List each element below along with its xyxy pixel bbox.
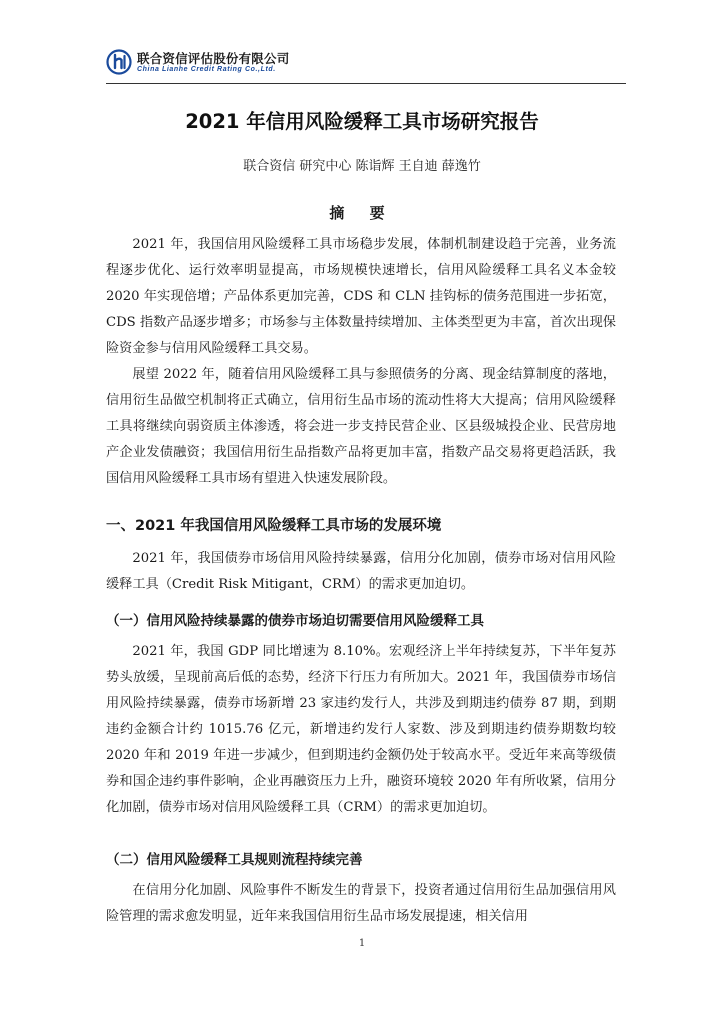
subsection-1-body: 2021 年，我国 GDP 同比增速为 8.10%。宏观经济上半年持续复苏，下半年复苏势头放缓，呈现前高后低的态势，经济下行压力有所加大。2021 年，我国债券市场信用风险持续暴露，债券市场新增 23 家违约发行人，共涉及到期违约债券 87 期，到期违约金额合计约 1015.76 亿元，新增违约发行人家数、涉及到期违约债券期数均较 2020 年和 2019 年进一步减少，但到期违约金额仍处于较高水平。受近年来高等级债券和国企违约事件影响，企业再融资压力上升，融资环境较 2020 年有所收紧，信用分化加剧，债券市场对信用风险缓释工具（CRM）的需求更加迫切。 [106, 644, 616, 815]
company-name-en: China Lianhe Credit Rating Co.,Ltd. [137, 66, 276, 73]
section-1-intro: 2021 年，我国债券市场信用风险持续暴露，信用分化加剧，债券市场对信用风险缓释工具（Credit Risk Mitigant，CRM）的需求更加迫切。 [106, 551, 616, 592]
subsection-heading-1: （一）信用风险持续暴露的债券市场迫切需要信用风险缓释工具 [106, 613, 484, 629]
author-line: 联合资信 研究中心 陈诣辉 王自迪 薛逸竹 [243, 159, 481, 174]
abstract-paragraph-1: 2021 年，我国信用风险缓释工具市场稳步发展，体制机制建设趋于完善，业务流程逐步优化、运行效率明显提高，市场规模快速增长，信用风险缓释工具名义本金较 2020 年实现倍增；产品体系更加完善，CDS 和 CLN 挂钩标的债务范围进一步拓宽，CDS 指数产品逐步增多；市场参与主体数量持续增加、主体类型更为丰富，首次出现保险资金参与信用风险缓释工具交易。 [106, 237, 616, 356]
abstract-paragraph-2: 展望 2022 年，随着信用风险缓释工具与参照债务的分离、现金结算制度的落地，信用衍生品做空机制将正式确立，信用衍生品市场的流动性将大大提高；信用风险缓释工具将继续向弱资质主体渗透，将会进一步支持民营企业、区县级城投企业、民营房地产企业发债融资；我国信用衍生品指数产品将更加丰富，指数产品交易将更趋活跃，我国信用风险缓释工具市场有望进入快速发展阶段。 [106, 367, 616, 486]
subsection-heading-2: （二）信用风险缓释工具规则流程持续完善 [106, 852, 363, 868]
lianhe-logo-icon [106, 49, 132, 75]
letterhead [106, 46, 626, 80]
abstract-heading: 摘 要 [329, 204, 395, 222]
subsection-2-body: 在信用分化加剧、风险事件不断发生的背景下，投资者通过信用衍生品加强信用风险管理的需求愈发明显，近年来我国信用衍生品市场发展提速，相关信用 [106, 883, 616, 924]
section-heading-1: 一、2021 年我国信用风险缓释工具市场的发展环境 [106, 518, 442, 534]
header-divider [106, 83, 626, 84]
company-name-cn: 联合资信评估股份有限公司 [137, 51, 290, 66]
page-number: 1 [358, 938, 366, 949]
document-title: 2021 年信用风险缓释工具市场研究报告 [185, 110, 539, 133]
